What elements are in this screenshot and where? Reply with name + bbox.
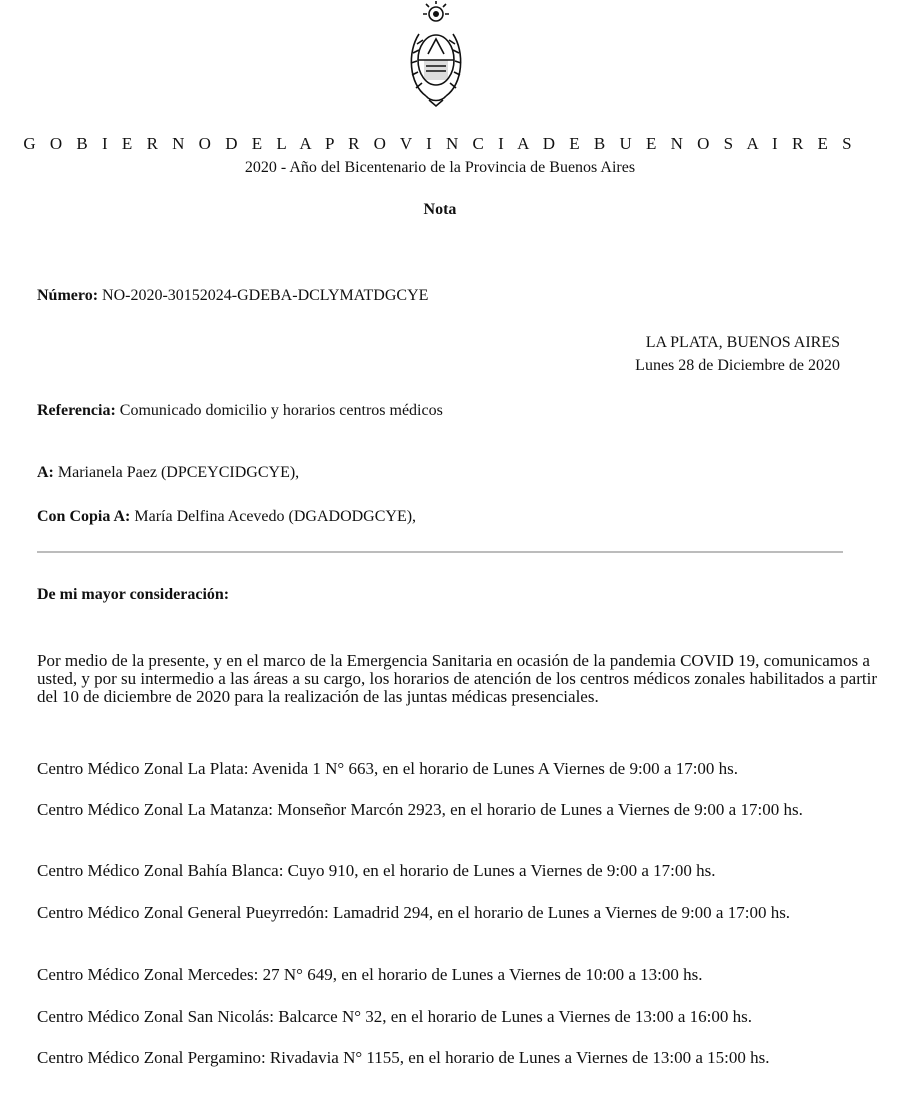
- recipient-row: [37, 463, 299, 483]
- section-divider: [37, 551, 843, 553]
- argentina-coat-of-arms-icon: [405, 0, 467, 112]
- document-number-row: [37, 286, 428, 306]
- greeting: De mi mayor consideración:: [37, 586, 230, 603]
- document-type-title: Nota: [423, 201, 457, 218]
- intro-paragraph: Por medio de la presente, y en el marco de la Emergencia Sanitaria en ocasión de la pandemia COVID 19, comunicamos a usted, y por su intermedio a las áreas a su cargo, los horarios de atención de los centros médicos zonales habilitados a partir del 10 de diciembre de 2020 para la realización de las juntas médicas presenciales.: [37, 651, 877, 706]
- center-la-matanza: Centro Médico Zonal La Matanza: Monseñor Marcón 2923, en el horario de Lunes a Viernes de 9:00 a 17:00 hs.: [37, 800, 803, 819]
- recipient-value: Marianela Paez (DPCEYCIDGCYE),: [57, 464, 300, 481]
- reference-value: Comunicado domicilio y horarios centros médicos: [119, 402, 443, 419]
- place-date-block: [635, 333, 840, 376]
- copy-value: María Delfina Acevedo (DGADODGCYE),: [134, 508, 417, 525]
- reference-row: [37, 401, 443, 421]
- center-pergamino: Centro Médico Zonal Pergamino: Rivadavia N° 1155, en el horario de Lunes a Viernes de 13:00 a 15:00 hs.: [37, 1048, 770, 1067]
- copy-label: Con Copia A:: [37, 508, 131, 525]
- recipient-label: A:: [37, 464, 54, 481]
- place: LA PLATA, BUENOS AIRES: [645, 334, 840, 351]
- copy-row: [37, 507, 416, 527]
- year-motto: 2020 - Año del Bicentenario de la Provincia de Buenos Aires: [244, 159, 636, 176]
- date: Lunes 28 de Diciembre de 2020: [635, 357, 840, 374]
- center-bahia-blanca: Centro Médico Zonal Bahía Blanca: Cuyo 910, en el horario de Lunes a Viernes de 9:00 a 17:00 hs.: [37, 861, 716, 880]
- reference-label: Referencia:: [37, 402, 116, 419]
- document-number-label: Número:: [37, 287, 99, 304]
- center-mercedes: Centro Médico Zonal Mercedes: 27 N° 649, en el horario de Lunes a Viernes de 10:00 a 13:00 hs.: [37, 965, 703, 984]
- center-la-plata: Centro Médico Zonal La Plata: Avenida 1 N° 663, en el horario de Lunes A Viernes de 9:00 a 17:00 hs.: [37, 759, 739, 778]
- document-number-value: NO-2020-30152024-GDEBA-DCLYMATDGCYE: [102, 287, 429, 304]
- center-san-nicolas: Centro Médico Zonal San Nicolás: Balcarce N° 32, en el horario de Lunes a Viernes de 13:00 a 16:00 hs.: [37, 1007, 753, 1026]
- center-general-pueyrredon: Centro Médico Zonal General Pueyrredón: Lamadrid 294, en el horario de Lunes a Viernes de 9:00 a 17:00 hs.: [37, 903, 791, 922]
- government-heading: G O B I E R N O D E L A P R O V I N C I A D E B U E N O S A I R E S: [23, 134, 857, 153]
